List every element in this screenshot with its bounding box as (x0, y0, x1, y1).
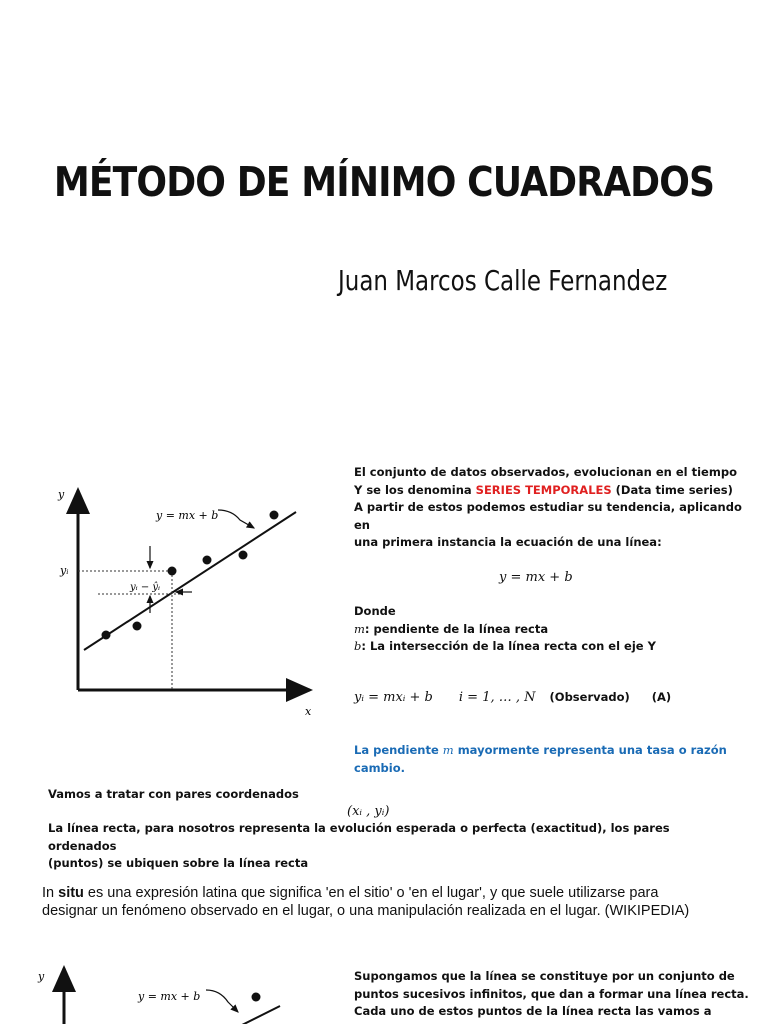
intro-line-2: Y se los denomina SERIES TEMPORALES (Data time series) (354, 482, 733, 497)
main-equation: y = mx + b (499, 570, 573, 585)
observed-tag: (Observado) (549, 690, 630, 704)
b-definition: b: La intersección de la línea recta con el eje Y (354, 639, 656, 653)
author-name: Juan Marcos Calle Fernandez (338, 264, 668, 297)
data-point (203, 556, 212, 565)
data-point (102, 631, 111, 640)
observed-equation-row (354, 689, 754, 707)
data-point (239, 551, 248, 560)
m-definition: m: pendiente de la línea recta (354, 621, 549, 636)
slope-note: La pendiente m mayormente representa una tasa o razón cambio. (354, 743, 727, 775)
suppose-paragraph: Supongamos que la línea se constituye por un conjunto de puntos sucesivos infinitos, que dan a formar una línea recta. Cada uno de estos puntos de la línea recta las vamos a (354, 969, 749, 1018)
data-point (168, 567, 177, 576)
equation-a-label: (A) (651, 690, 672, 704)
line-label-2: y = mx + b (138, 990, 201, 1003)
observed-equation: yᵢ = mxᵢ + b (354, 690, 433, 705)
x-axis-label: x (305, 705, 312, 718)
pairs-paragraph: La línea recta, para nosotros representa la evolución esperada o perfecta (exactitud), los pares ordenados (puntos) se ubiquen sobre la línea recta (48, 821, 670, 870)
fitted-line (84, 512, 296, 650)
y-axis-label: y (58, 488, 65, 501)
observed-index: i = 1, … , N (458, 690, 536, 705)
insitu-paragraph: In situ es una expresión latina que significa 'en el sitio' o 'en el lugar', y que suele utilizarse para designar un fenómeno observado en el lugar, o una manipulación realizada en el lugar. (WIKIPEDIA) (42, 885, 690, 919)
data-point (252, 993, 261, 1002)
series-temporales-highlight: SERIES TEMPORALES (475, 482, 612, 497)
intro-paragraph (354, 464, 754, 552)
least-squares-figure-2 (28, 960, 308, 1024)
donde-block (354, 603, 754, 656)
intro-line-1: El conjunto de datos observados, evolucionan en el tiempo (354, 465, 737, 479)
donde-label: Donde (354, 604, 396, 618)
data-point (133, 622, 142, 631)
fitted-line-2 (228, 1006, 280, 1024)
page-title: MÉTODO DE MÍNIMO CUADRADOS (53, 158, 715, 206)
insitu-word: situ (58, 885, 84, 901)
yi-label: yᵢ (60, 564, 69, 577)
line-label-arrow (218, 510, 254, 528)
pairs-equation: (xᵢ , yᵢ) (347, 804, 390, 819)
intro-line-4: una primera instancia la ecuación de una línea: (354, 535, 662, 549)
line-label-arrow-2 (206, 990, 238, 1012)
data-point (270, 511, 279, 520)
line-label: y = mx + b (156, 509, 219, 522)
pairs-line-1: Vamos a tratar con pares coordenados (48, 787, 299, 801)
y-axis-label-2: y (38, 970, 45, 983)
least-squares-figure (40, 478, 320, 723)
residual-label: yᵢ − ŷᵢ (130, 582, 161, 593)
intro-line-3: A partir de estos podemos estudiar su tendencia, aplicando en (354, 500, 742, 532)
